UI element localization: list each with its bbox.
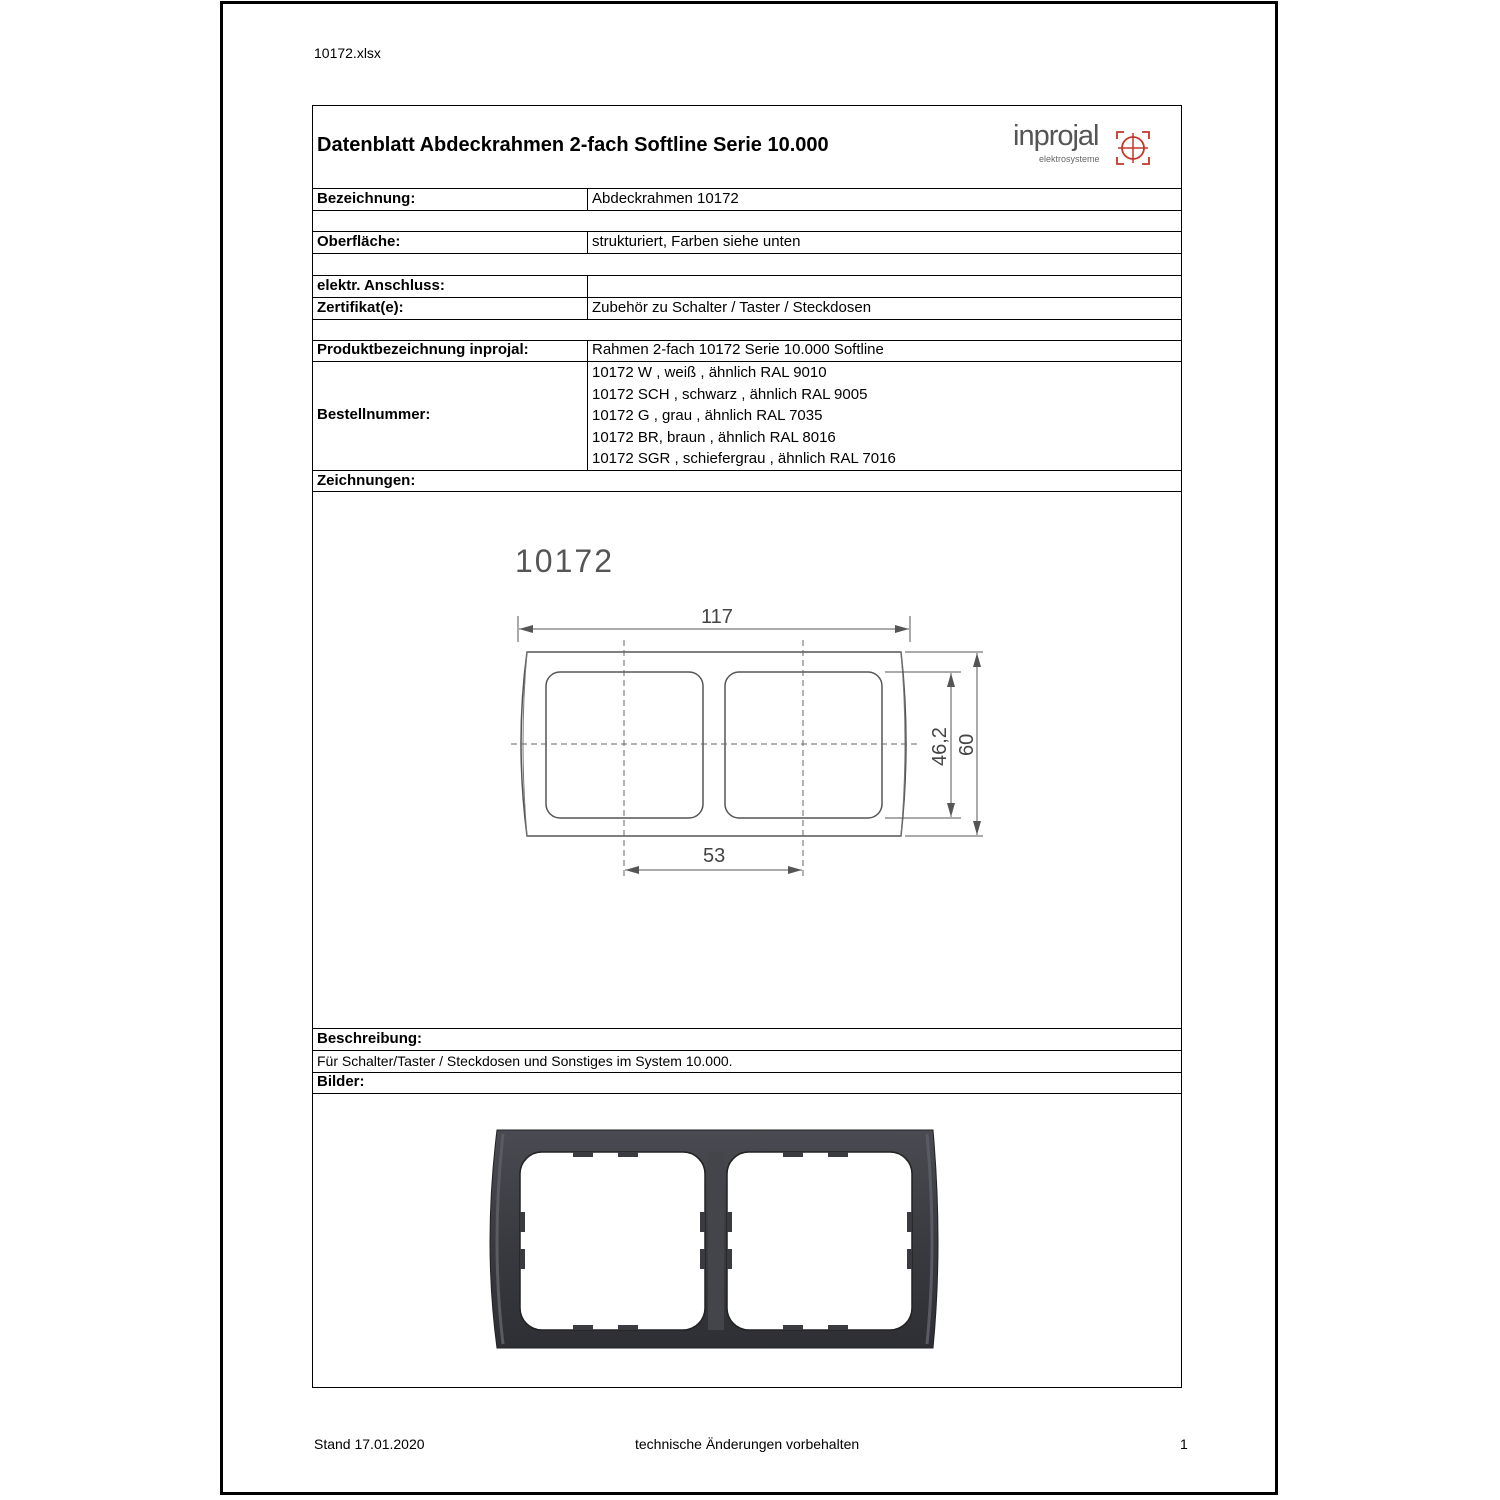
logo: [1013, 120, 1158, 168]
order-number: 10172 G , grau , ähnlich RAL 7035: [592, 407, 823, 425]
technical-drawing: [313, 492, 1181, 1028]
logo-tagline: elektrosysteme: [1039, 154, 1100, 164]
filename: 10172.xlsx: [314, 45, 381, 61]
beschreibung-text: Für Schalter/Taster / Steckdosen und Sonstiges im System 10.000.: [317, 1053, 733, 1069]
logo-crosshair-icon: [1115, 130, 1151, 166]
order-number: 10172 W , weiß , ähnlich RAL 9010: [592, 364, 827, 381]
dim-pitch: 53: [703, 845, 726, 867]
label-zertifikat: Zertifikat(e):: [317, 299, 404, 316]
value-bezeichnung: Abdeckrahmen 10172: [592, 190, 739, 207]
logo-brand: inprojal: [1013, 120, 1099, 152]
label-zeichnungen: Zeichnungen:: [317, 472, 416, 489]
order-number: 10172 SCH , schwarz , ähnlich RAL 9005: [592, 385, 868, 403]
order-number: 10172 SGR , schiefergrau , ähnlich RAL 7016: [592, 450, 896, 468]
label-bestellnummer: Bestellnummer:: [317, 406, 431, 423]
page-number: 1: [1180, 1436, 1188, 1452]
label-anschluss: elektr. Anschluss:: [317, 277, 445, 294]
dim-height: 60: [956, 733, 978, 756]
dim-width: 117: [701, 606, 733, 628]
drawing-part-number: 10172: [515, 543, 614, 579]
label-beschreibung: Beschreibung:: [317, 1030, 423, 1047]
label-bilder: Bilder:: [317, 1073, 365, 1090]
page-title: Datenblatt Abdeckrahmen 2-fach Softline Serie 10.000: [317, 134, 829, 156]
bestellnummer-list: [592, 362, 896, 470]
label-produkt: Produktbezeichnung inprojal:: [317, 341, 529, 358]
value-produkt: Rahmen 2-fach 10172 Serie 10.000 Softline: [592, 341, 884, 358]
value-oberflaeche: strukturiert, Farben siehe unten: [592, 233, 801, 250]
order-number: 10172 BR, braun , ähnlich RAL 8016: [592, 428, 836, 446]
product-image: [313, 1094, 1181, 1388]
value-zertifikat: Zubehör zu Schalter / Taster / Steckdosen: [592, 299, 872, 316]
dim-inner-height: 46,2: [929, 727, 951, 766]
label-bezeichnung: Bezeichnung:: [317, 190, 416, 207]
footer-note: technische Änderungen vorbehalten: [635, 1436, 860, 1452]
footer-stand: Stand 17.01.2020: [314, 1436, 425, 1452]
datasheet-table: [312, 105, 1182, 1388]
label-oberflaeche: Oberfläche:: [317, 233, 401, 250]
